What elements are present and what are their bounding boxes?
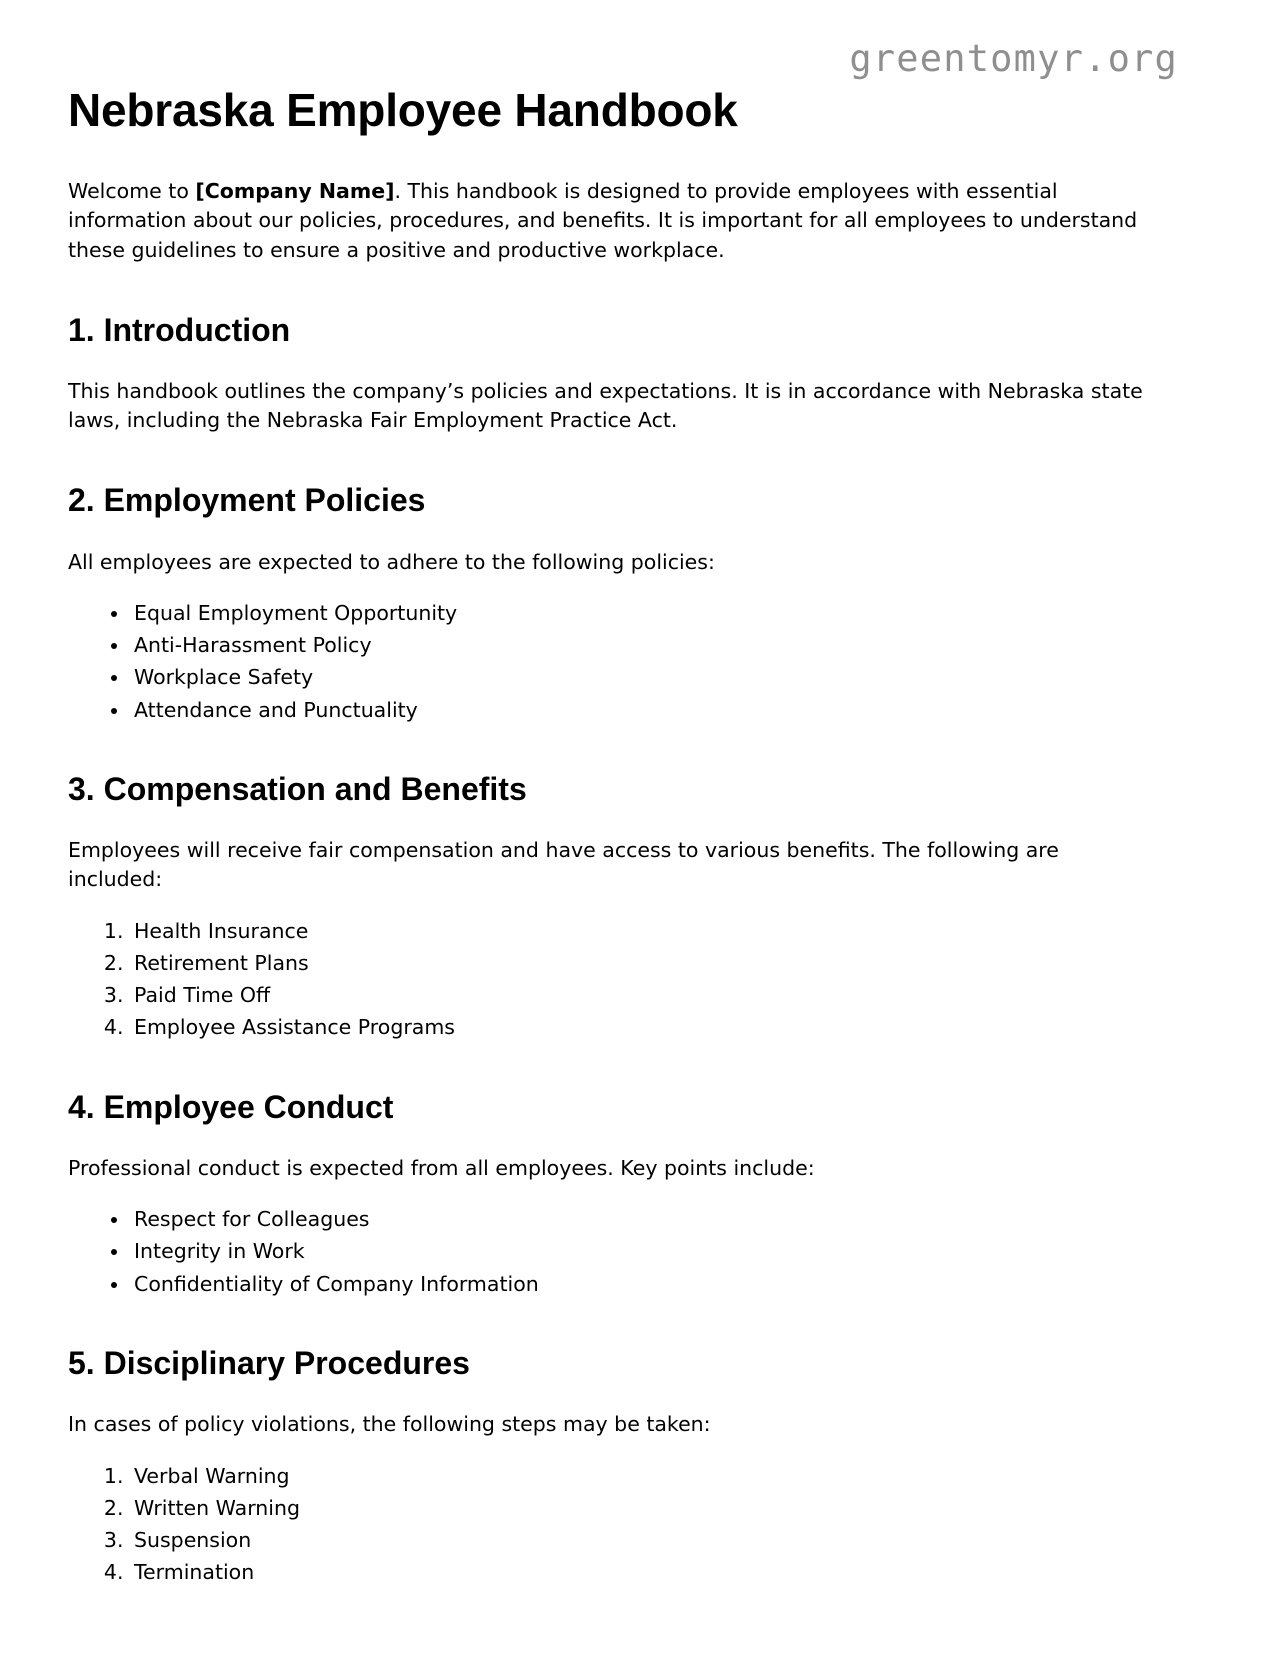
ordered-list [68, 917, 1148, 1042]
section-heading: 2. Employment Policies [68, 482, 426, 519]
list-item: • Equal Employment Opportunity [130, 599, 1148, 627]
section-paragraph: Professional conduct is expected from all employees. Key points include: [68, 1156, 815, 1181]
intro-text-after: . This handbook is designed to provide employees with essential information about our policies, procedures, and benefits. It is important for all employees to understand these guidelines to ensure a positive and productive workplace. [68, 179, 1138, 262]
section-paragraph: All employees are expected to adhere to the following policies: [68, 549, 715, 574]
section-heading: 3. Compensation and Benefits [68, 770, 527, 807]
list-item: 4. Employee Assistance Programs [130, 1013, 1148, 1041]
list-item: 3. Suspension [130, 1526, 1148, 1554]
ordered-list [68, 1462, 1148, 1587]
document-section [68, 1344, 1148, 1587]
list-item: • Respect for Colleagues [130, 1205, 1148, 1233]
bullet-list [68, 599, 1148, 724]
document-section [68, 311, 1148, 436]
section-heading: 4. Employee Conduct [68, 1088, 394, 1125]
list-item: 4. Termination [130, 1558, 1148, 1586]
list-item: 2. Written Warning [130, 1494, 1148, 1522]
list-item: 3. Paid Time Off [130, 981, 1148, 1009]
intro-paragraph [68, 177, 1148, 264]
document-section [68, 770, 1148, 1042]
list-item: 1. Health Insurance [130, 917, 1148, 945]
document-section [68, 481, 1148, 724]
sections-container [68, 311, 1148, 1587]
section-paragraph: Employees will receive fair compensation and have access to various benefits. The following are included: [68, 838, 1059, 892]
list-item: • Workplace Safety [130, 663, 1148, 691]
section-paragraph: This handbook outlines the company’s policies and expectations. It is in accordance with Nebraska state laws, including the Nebraska Fair Employment Practice Act. [68, 379, 1143, 433]
section-paragraph: In cases of policy violations, the following steps may be taken: [68, 1412, 711, 1437]
list-item: • Attendance and Punctuality [130, 696, 1148, 724]
list-item: • Confidentiality of Company Information [130, 1270, 1148, 1298]
list-item: 1. Verbal Warning [130, 1462, 1148, 1490]
document-content [68, 84, 1148, 1591]
list-item: • Integrity in Work [130, 1237, 1148, 1265]
section-heading: 1. Introduction [68, 311, 291, 348]
section-heading: 5. Disciplinary Procedures [68, 1345, 470, 1381]
bullet-list [68, 1205, 1148, 1298]
intro-text-before: Welcome to [68, 179, 196, 204]
company-name-placeholder: [Company Name] [195, 179, 395, 204]
page-title: Nebraska Employee Handbook [68, 84, 738, 136]
list-item: • Anti-Harassment Policy [130, 631, 1148, 659]
list-item: 2. Retirement Plans [130, 949, 1148, 977]
site-watermark: greentomyr.org [849, 37, 1178, 80]
document-section [68, 1088, 1148, 1298]
